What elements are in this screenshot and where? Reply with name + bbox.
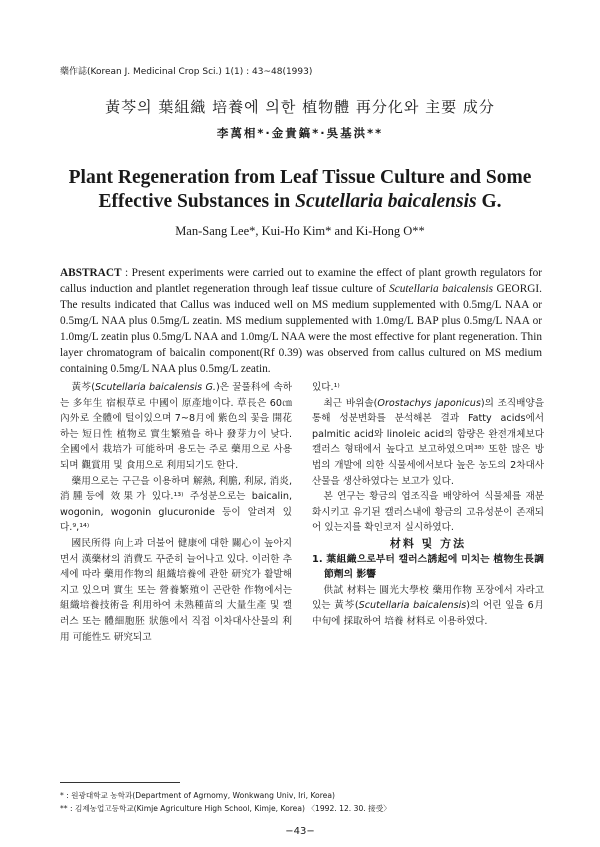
- abstract-sep: :: [121, 267, 132, 279]
- intro-p1-post: )은 꿀풀科에 속하는 多年生 宿根草로 中國이 原產地이다. 草長은 60㎝內外로 全體에 털이있으며 7~8月에 紫色의 꽃을 開花하는 短日性 植物로 實生繁殖을 하나 發芽力이 낮다. 全國에서 栽培가 可能하며 용도는 주로 藥用으로 사용되며 觀賞用 및 食用으로 利用되기도 한다.: [60, 382, 292, 471]
- title-english-line2-pre: Effective Substances in: [98, 191, 296, 212]
- abstract-text-2: GEORGI. The results indicated that Callus was induced well on MS medium supplemented with 0.5mg/L NAA or 0.5mg/L NAA plus 0.5mg/L zeatin. MS medium supplemented with 1.0mg/L BAP plus 0.5mg/L NAA or 1.0mg/L zeatin plus 0.5mg/L NAA and 1.0mg/L NAA were the most effective for plant regeneration. Thin layer chromatogram of baicalin component(Rf 0.39) was observed from callus cultured on MS medium containing 0.5mg/L NAA plus 0.5mg/L zeatin.: [60, 283, 542, 375]
- authors-korean: 李萬相*·金貴鎬*·吳基洪**: [216, 126, 384, 140]
- title-korean: 黃芩의 葉組織 培養에 의한 植物體 再分化와 主要 成分: [105, 98, 495, 116]
- methods-p1-species: Scutellaria baicalensis: [358, 600, 467, 612]
- intro-p1-pre: 黃芩(: [71, 382, 95, 393]
- authors-english: Man-Sang Lee*, Kui-Ho Kim* and Ki-Hong O**: [175, 224, 425, 238]
- methods-p1-pre: 供試 材料는 圓光大學校 藥用作物 포장에서 자라고 있는 黃芩(: [312, 584, 544, 612]
- title-english-species: Scutellaria baicalensis: [295, 191, 477, 212]
- journal-citation: 藥作誌(Korean J. Medicinal Crop Sci.) 1(1) : 43~48(1993): [60, 67, 313, 77]
- abstract-species: Scutellaria baicalensis: [389, 283, 493, 295]
- title-english-line1: Plant Regeneration from Leaf Tissue Culture and Some: [68, 167, 532, 188]
- abstract: [60, 265, 542, 377]
- intro-paragraph-5: 본 연구는 황금의 엽조직을 배양하여 식물체를 재분화시키고 유기된 캘러스내에 황금의 고유성분이 존재되어 있는지를 확인코저 실시하였다.: [312, 491, 544, 534]
- intro-p1-species: Scutellaria baicalensis G.: [94, 382, 216, 393]
- footnote-1: * : 원광대학교 농학과(Department of Agrnomy, Wonkwang Univ, Iri, Korea): [60, 791, 335, 800]
- abstract-label: ABSTRACT: [60, 267, 122, 279]
- body-column-right: [312, 380, 544, 630]
- abstract-text-1: Present experiments were carried out to examine the effect of plant growth regulators for callus induction and plantlet regeneration through leaf tissue culture of: [60, 267, 542, 295]
- intro-paragraph-3-cont: 있다.¹⁾: [312, 382, 340, 393]
- intro-p4-post: )의 조직배양을 통해 성분변화를 분석해본 결과 Fatty acids에서 palmitic acid와 linoleic acid의 함량은 완전개체보다 캘러스 형태에서 높다고 보고하였으며³⁸⁾ 또한 많은 방법의 개발에 의한 식물세에서보다 높은 농도의 2차대사산물을 생산하였다는 보고가 있다.: [312, 397, 544, 487]
- footnote-2: ** : 김제농업고등학교(Kimje Agriculture High School, Kimje, Korea) 〈1992. 12. 30. 接受〉: [60, 804, 391, 813]
- title-english-line2: [0, 190, 600, 214]
- methods-paragraph-1: [312, 583, 544, 630]
- title-english: [0, 166, 600, 214]
- intro-paragraph-4: [312, 396, 544, 490]
- intro-paragraph-2: 藥用으로는 구근을 이용하며 解熱, 利膽, 利尿, 消炎, 消腫등에 效果가 있다.¹³⁾ 주성분으로는 baicalin, wogonin, wogonin glucuronide 등이 알려져 있다.⁹,¹⁴⁾: [60, 475, 292, 534]
- footnote-rule: [60, 782, 180, 783]
- page-number: −43−: [285, 826, 315, 837]
- methods-p1-post: )의 어린 잎을 6月 中旬에 採取하여 培養 材料로 이용하였다.: [312, 600, 544, 627]
- intro-p4-species: Orostachys japonicus: [377, 397, 481, 409]
- intro-paragraph-3: 國民所得 向上과 더불어 健康에 대한 關心이 높아지면서 漢藥材의 消費도 꾸준히 늘어나고 있다. 이러한 추세에 따라 藥用作物의 組織培養에 관한 研究가 활발해지고 있으며 實生 또는 營養繁殖이 곤란한 作物에서는 組織培養技術을 利用하여 未熟種苗의 大量生產 및 캘러스 또는 體細胞胚 狀態에서 직접 이차대사산물의 利用 可能性도 研究되고: [60, 537, 292, 643]
- intro-p4-pre: 최근 바위솔(: [323, 397, 378, 409]
- intro-paragraph-1: [60, 380, 292, 474]
- body-column-left: [60, 380, 292, 645]
- subsection-heading-1: 1. 葉組織으로부터 캘러스誘起에 미치는 植物生長調節劑의 影響: [312, 553, 544, 581]
- title-english-line2-post: G.: [476, 191, 502, 212]
- section-heading-methods: 材料 및 方法: [389, 536, 467, 550]
